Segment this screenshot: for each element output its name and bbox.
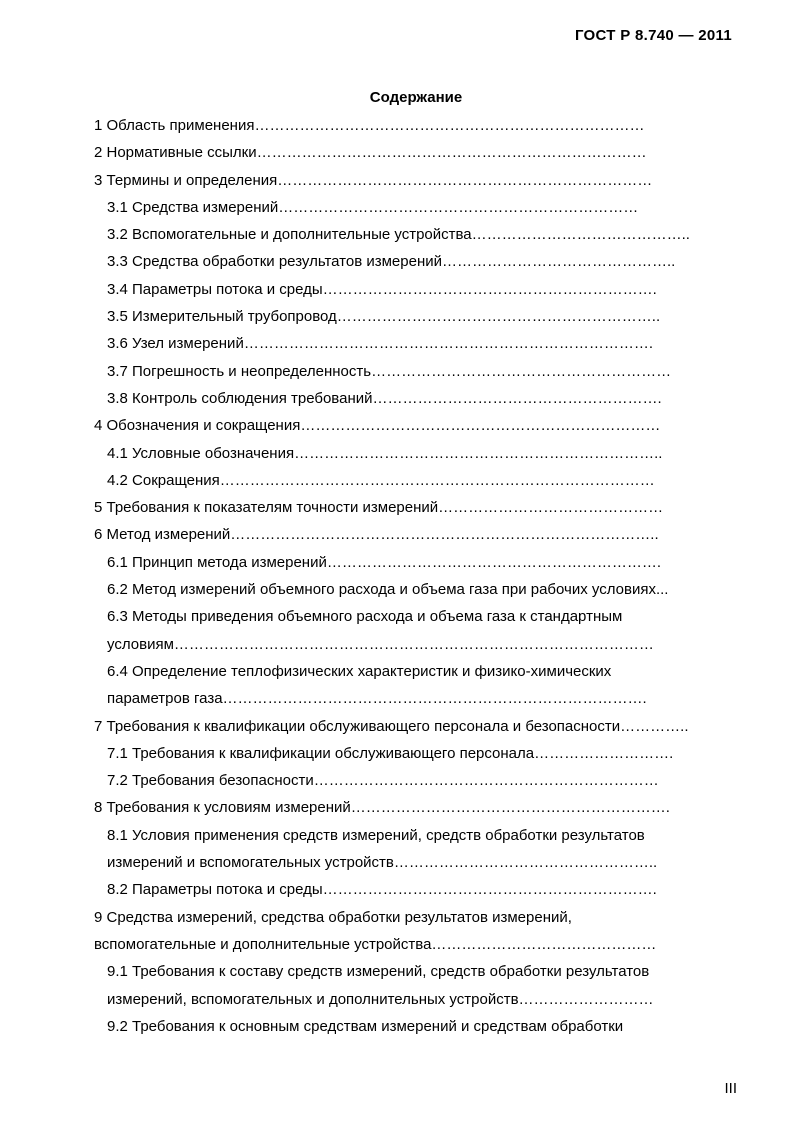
toc-entry-4-1: 4.1 Условные обозначения………………………………………………………………..	[107, 444, 663, 462]
toc-entry-7-2: 7.2 Требования безопасности……………………………………………………………	[107, 772, 659, 790]
toc-entry-9: 9 Средства измерений, средства обработки результатов измерений,	[94, 908, 572, 926]
toc-entry-9-2: 9.2 Требования к основным средствам измерений и средствам обработки	[107, 1017, 624, 1035]
toc-entry-3-6: 3.6 Узел измерений……………………………………………………………………….	[107, 335, 653, 353]
toc-entry-4-2: 4.2 Сокращения……………………………………………………………………………	[107, 471, 655, 489]
table-of-contents	[94, 112, 754, 1040]
toc-entry-1: 1 Область применения……………………………………………………………………	[94, 117, 645, 134]
page-number: III	[724, 1080, 737, 1097]
toc-entry-8: 8 Требования к условиям измерений……………………………………………………….	[94, 799, 670, 817]
toc-entry-3-7: 3.7 Погрешность и неопределенность……………………………………………………	[107, 362, 672, 380]
toc-entry-6-3-cont: условиям……………………………………………………………………………………	[107, 635, 654, 653]
toc-entry-9-1: 9.1 Требования к составу средств измерений, средств обработки результатов	[107, 963, 650, 981]
toc-entry-6-1: 6.1 Принцип метода измерений………………………………………………………….	[107, 553, 662, 571]
toc-entry-6-4-cont: параметров газа………………………………………………………………………….	[107, 690, 647, 708]
toc-entry-2: 2 Нормативные ссылки……………………………………………………………………	[94, 144, 647, 162]
toc-entry-3-3: 3.3 Средства обработки результатов измерений………………………………………..	[107, 253, 676, 271]
document-id: ГОСТ Р 8.740 — 2011	[574, 27, 732, 44]
toc-title: Содержание	[369, 89, 463, 106]
toc-entry-8-2: 8.2 Параметры потока и среды………………………………………………………….	[107, 881, 657, 899]
toc-entry-3-8: 3.8 Контроль соблюдения требований………………………………………………….	[107, 389, 662, 407]
toc-entry-4: 4 Обозначения и сокращения………………………………………………………………	[94, 417, 661, 435]
toc-entry-7: 7 Требования к квалификации обслуживающего персонала и безопасности…………..	[94, 717, 689, 735]
toc-entry-6-2: 6.2 Метод измерений объемного расхода и объема газа при рабочих условиях...	[107, 581, 669, 599]
toc-entry-9-1-cont: измерений, вспомогательных и дополнительных устройств………………………	[107, 990, 654, 1008]
toc-entry-6: 6 Метод измерений…………………………………………………………………………..	[94, 526, 659, 544]
toc-entry-7-1: 7.1 Требования к квалификации обслуживающего персонала……………………….	[107, 744, 674, 762]
toc-entry-3-2: 3.2 Вспомогательные и дополнительные устройства……………………………………..	[107, 226, 690, 244]
toc-entry-3-5: 3.5 Измерительный трубопровод………………………………………………………..	[107, 308, 661, 326]
toc-entry-6-3: 6.3 Методы приведения объемного расхода и объема газа к стандартным	[107, 608, 623, 626]
toc-entry-3: 3 Термины и определения…………………………………………………………………	[94, 171, 653, 189]
toc-entry-9-cont: вспомогательные и дополнительные устройства………………………………………	[94, 935, 657, 953]
toc-entry-3-4: 3.4 Параметры потока и среды………………………………………………………….	[107, 280, 657, 298]
toc-entry-3-1: 3.1 Средства измерений………………………………………………………………	[107, 198, 639, 216]
toc-entry-6-4: 6.4 Определение теплофизических характеристик и физико-химических	[107, 662, 612, 680]
toc-entry-5: 5 Требования к показателям точности измерений………………………………………	[94, 499, 664, 517]
toc-entry-8-1-cont: измерений и вспомогательных устройств……………………………………………..	[107, 854, 658, 872]
toc-entry-8-1: 8.1 Условия применения средств измерений, средств обработки результатов	[107, 826, 645, 844]
